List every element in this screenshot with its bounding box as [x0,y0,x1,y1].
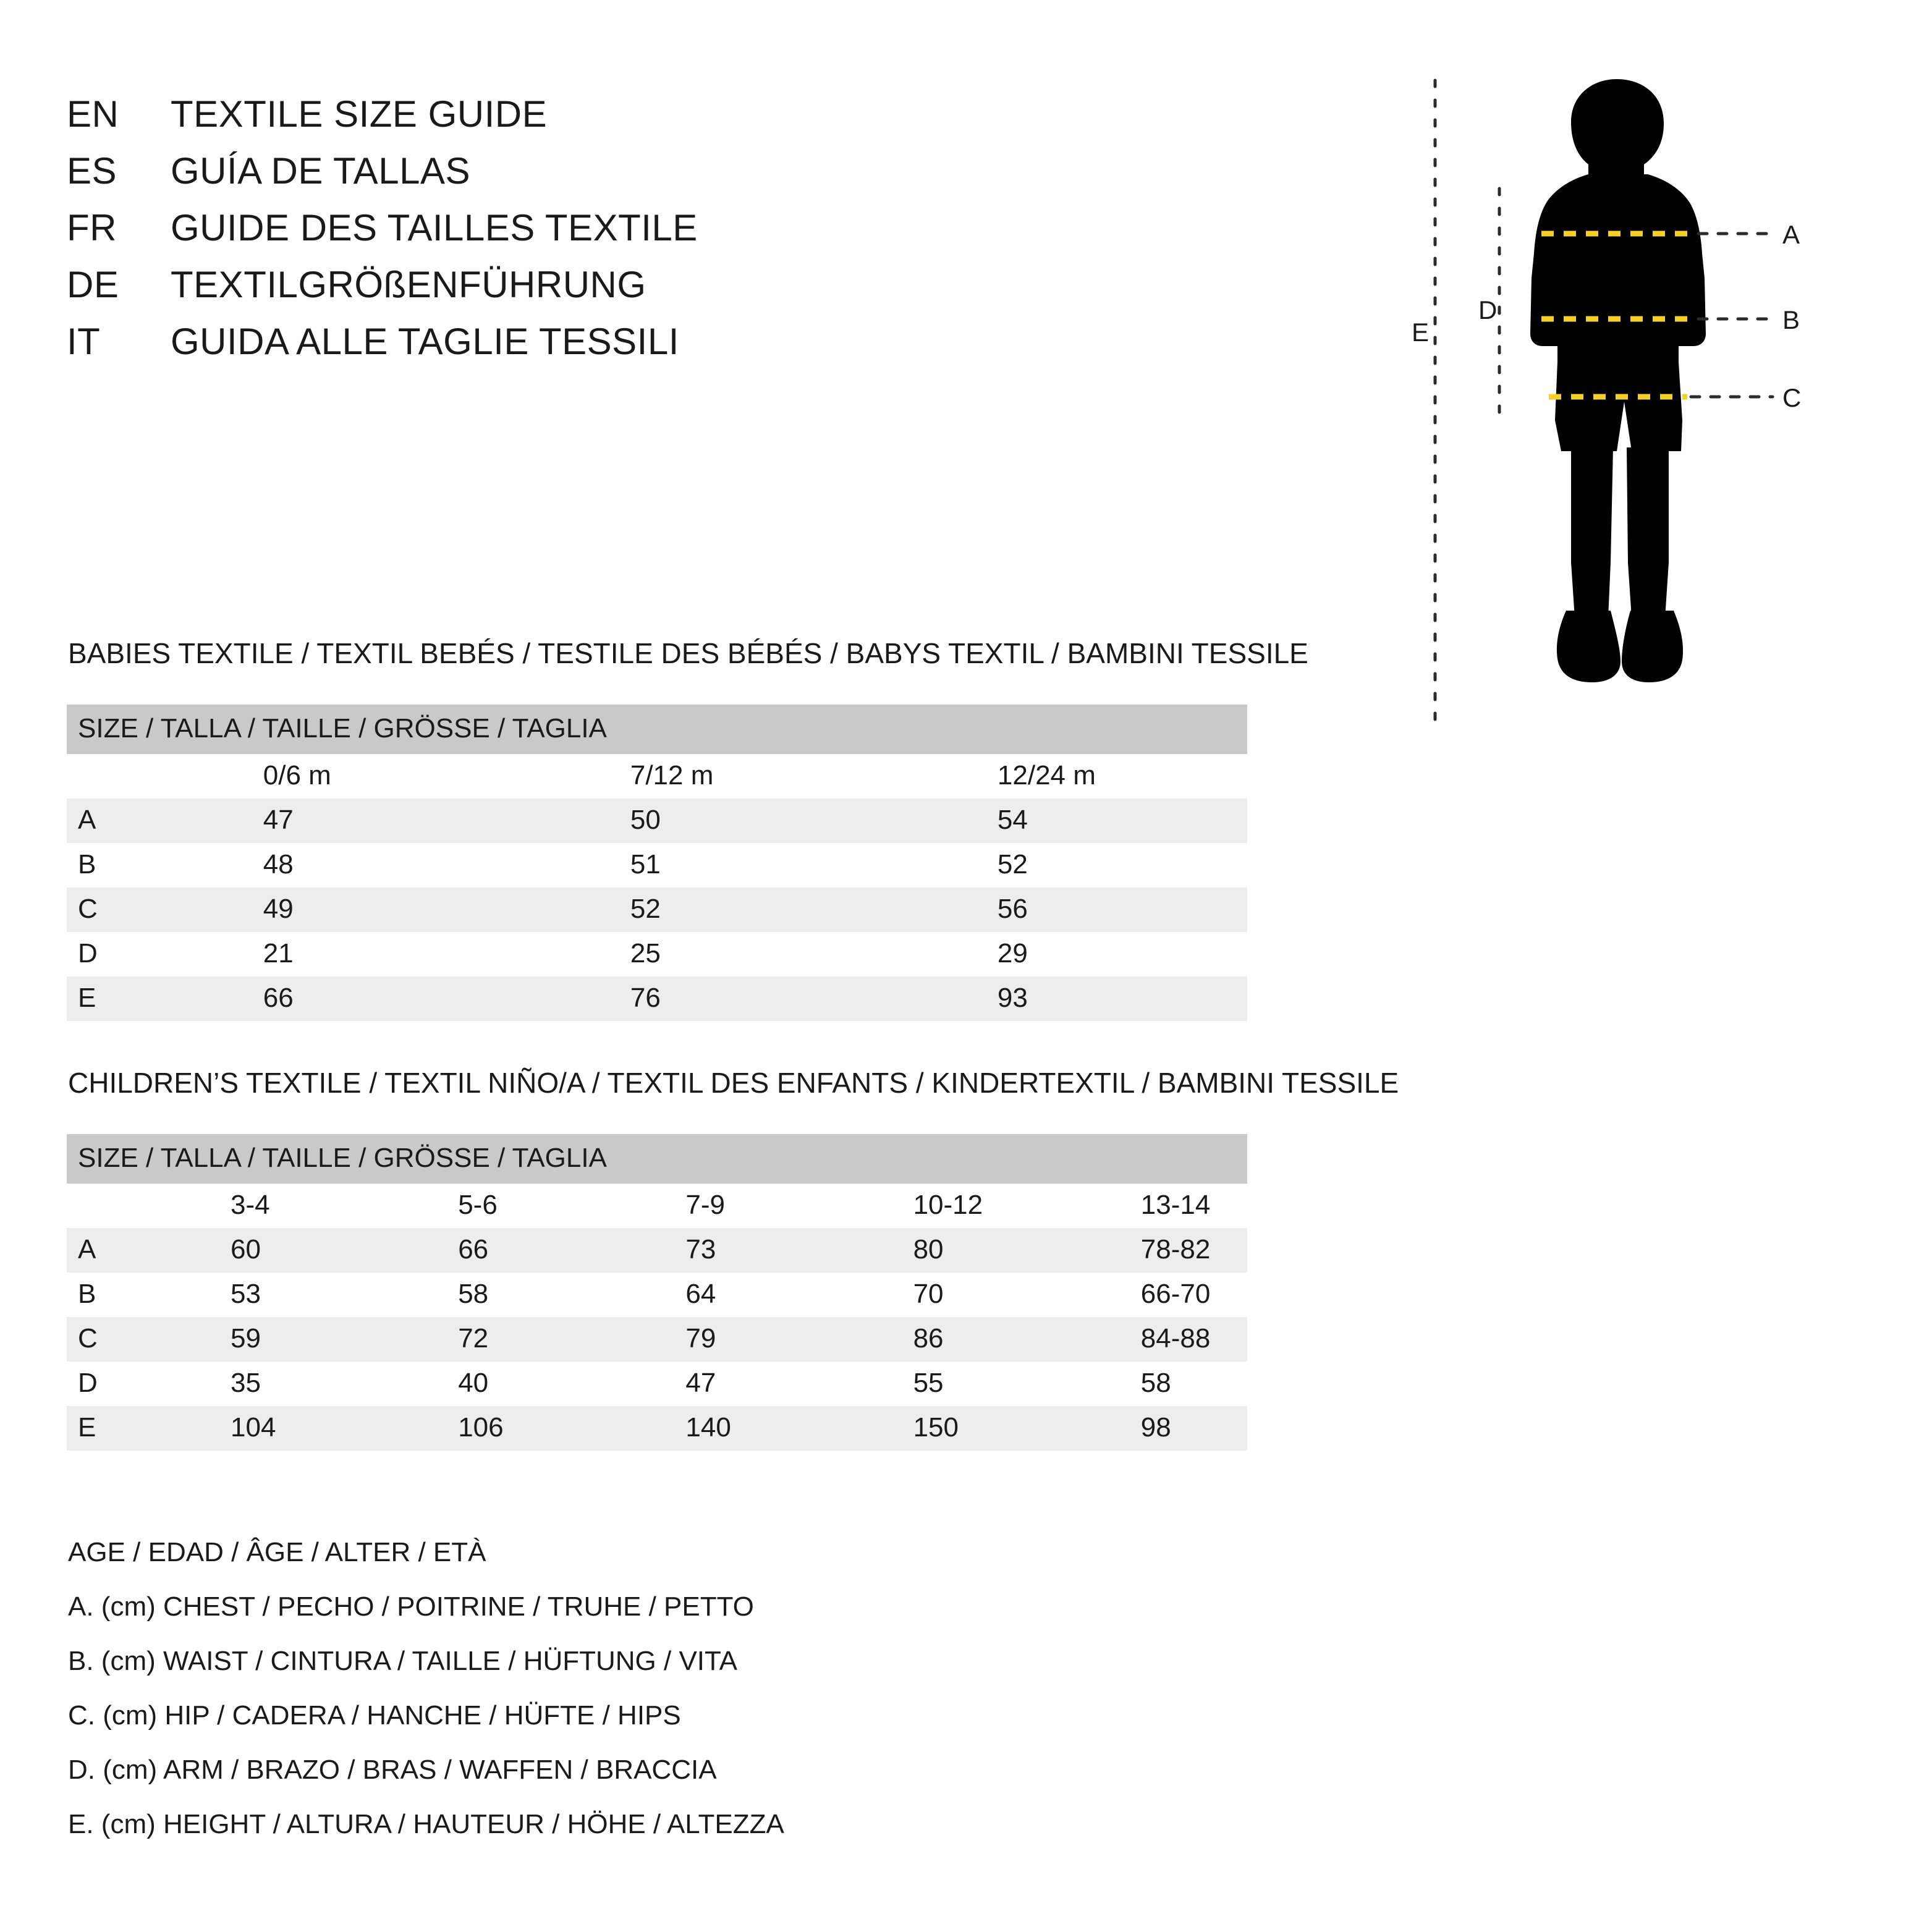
table-row [67,843,1247,888]
title-lang-es: ES [67,150,117,192]
title-text-it: GUIDA ALLE TAGLIE TESSILI [171,321,679,362]
title-row [67,150,932,206]
cell: 59 [113,1317,341,1362]
children-size-table [67,1134,1247,1451]
figure-label-a: A [1782,220,1800,249]
cell: 56 [880,888,1247,932]
row-label [67,754,146,799]
cell: 66 [146,977,513,1021]
table-row [67,1184,1247,1228]
cell: 73 [568,1228,795,1273]
cell: 79 [568,1317,795,1362]
title-row [67,263,932,320]
children-section-heading: CHILDREN’S TEXTILE / TEXTIL NIÑO/A / TEXTIL DES ENFANTS / KINDERTEXTIL / BAMBINI TESSILE [68,1067,1399,1099]
cell: 50 [513,799,880,843]
column-header-0: 3-4 [113,1184,341,1228]
row-label: E [67,1406,113,1451]
figure-label-b: B [1782,305,1800,334]
table-row [67,1317,1247,1362]
table-header-row [67,705,1247,754]
table-row [67,1406,1247,1451]
table-row [67,1362,1247,1406]
row-label: D [67,1362,113,1406]
row-label: E [67,977,146,1021]
legend-line-arm: D. (cm) ARM / BRAZO / BRAS / WAFFEN / BRACCIA [68,1755,717,1785]
title-row [67,93,932,150]
figure-label-c: C [1782,383,1802,412]
figure-label-e: E [1412,318,1430,347]
column-header-1: 7/12 m [513,754,880,799]
cell: 70 [796,1273,1023,1317]
cell: 49 [146,888,513,932]
cell: 55 [796,1362,1023,1406]
row-label: C [67,888,146,932]
cell: 140 [568,1406,795,1451]
legend-line-chest: A. (cm) CHEST / PECHO / POITRINE / TRUHE / PETTO [68,1591,754,1622]
cell: 66-70 [1023,1273,1247,1317]
table-row [67,977,1247,1021]
cell: 53 [113,1273,341,1317]
cell: 72 [341,1317,568,1362]
table-row [67,932,1247,977]
measurement-legend [68,1539,1304,1865]
title-lang-fr: FR [67,207,117,248]
cell: 80 [796,1228,1023,1273]
row-label: B [67,1273,113,1317]
table-row [67,799,1247,843]
cell: 40 [341,1362,568,1406]
cell: 47 [146,799,513,843]
column-header-0: 0/6 m [146,754,513,799]
column-header-2: 12/24 m [880,754,1247,799]
cell: 29 [880,932,1247,977]
row-label: D [67,932,146,977]
children-table-header: SIZE / TALLA / TAILLE / GRÖSSE / TAGLIA [67,1134,1247,1184]
cell: 47 [568,1362,795,1406]
table-row [67,754,1247,799]
row-label: A [67,799,146,843]
cell: 60 [113,1228,341,1273]
cell: 48 [146,843,513,888]
title-text-de: TEXTILGRÖßENFÜHRUNG [171,264,646,305]
title-text-fr: GUIDE DES TAILLES TEXTILE [171,207,698,248]
column-header-1: 5-6 [341,1184,568,1228]
cell: 66 [341,1228,568,1273]
cell: 35 [113,1362,341,1406]
title-lang-it: IT [67,321,101,362]
cell: 86 [796,1317,1023,1362]
row-label: B [67,843,146,888]
cell: 84-88 [1023,1317,1247,1362]
table-row [67,888,1247,932]
legend-line-hip: C. (cm) HIP / CADERA / HANCHE / HÜFTE / HIPS [68,1700,681,1731]
cell: 21 [146,932,513,977]
cell: 93 [880,977,1247,1021]
cell: 25 [513,932,880,977]
babies-size-table [67,705,1247,1021]
cell: 98 [1023,1406,1247,1451]
title-text-en: TEXTILE SIZE GUIDE [171,93,548,135]
row-label: A [67,1228,113,1273]
column-header-3: 10-12 [796,1184,1023,1228]
legend-line-waist: B. (cm) WAIST / CINTURA / TAILLE / HÜFTUNG / VITA [68,1646,737,1676]
table-row [67,1273,1247,1317]
babies-table-header: SIZE / TALLA / TAILLE / GRÖSSE / TAGLIA [67,705,1247,754]
cell: 52 [513,888,880,932]
figure-label-d: D [1478,295,1498,324]
cell: 76 [513,977,880,1021]
child-silhouette [1530,79,1706,682]
row-label: C [67,1317,113,1362]
title-row [67,206,932,263]
title-block [67,93,932,377]
column-header-4: 13-14 [1023,1184,1247,1228]
cell: 150 [796,1406,1023,1451]
measurement-figure [1409,74,1866,766]
legend-line-age: AGE / EDAD / ÂGE / ALTER / ETÀ [68,1537,486,1567]
cell: 64 [568,1273,795,1317]
title-row [67,320,932,377]
cell: 104 [113,1406,341,1451]
table-header-row [67,1134,1247,1184]
title-lang-en: EN [67,93,119,135]
title-lang-de: DE [67,264,119,305]
title-text-es: GUÍA DE TALLAS [171,150,470,192]
cell: 58 [1023,1362,1247,1406]
legend-line-height: E. (cm) HEIGHT / ALTURA / HAUTEUR / HÖHE / ALTEZZA [68,1809,784,1839]
cell: 51 [513,843,880,888]
cell: 58 [341,1273,568,1317]
cell: 106 [341,1406,568,1451]
column-header-2: 7-9 [568,1184,795,1228]
row-label [67,1184,113,1228]
cell: 78-82 [1023,1228,1247,1273]
cell: 54 [880,799,1247,843]
table-row [67,1228,1247,1273]
cell: 52 [880,843,1247,888]
babies-section-heading: BABIES TEXTILE / TEXTIL BEBÉS / TESTILE DES BÉBÉS / BABYS TEXTIL / BAMBINI TESSILE [68,637,1308,669]
